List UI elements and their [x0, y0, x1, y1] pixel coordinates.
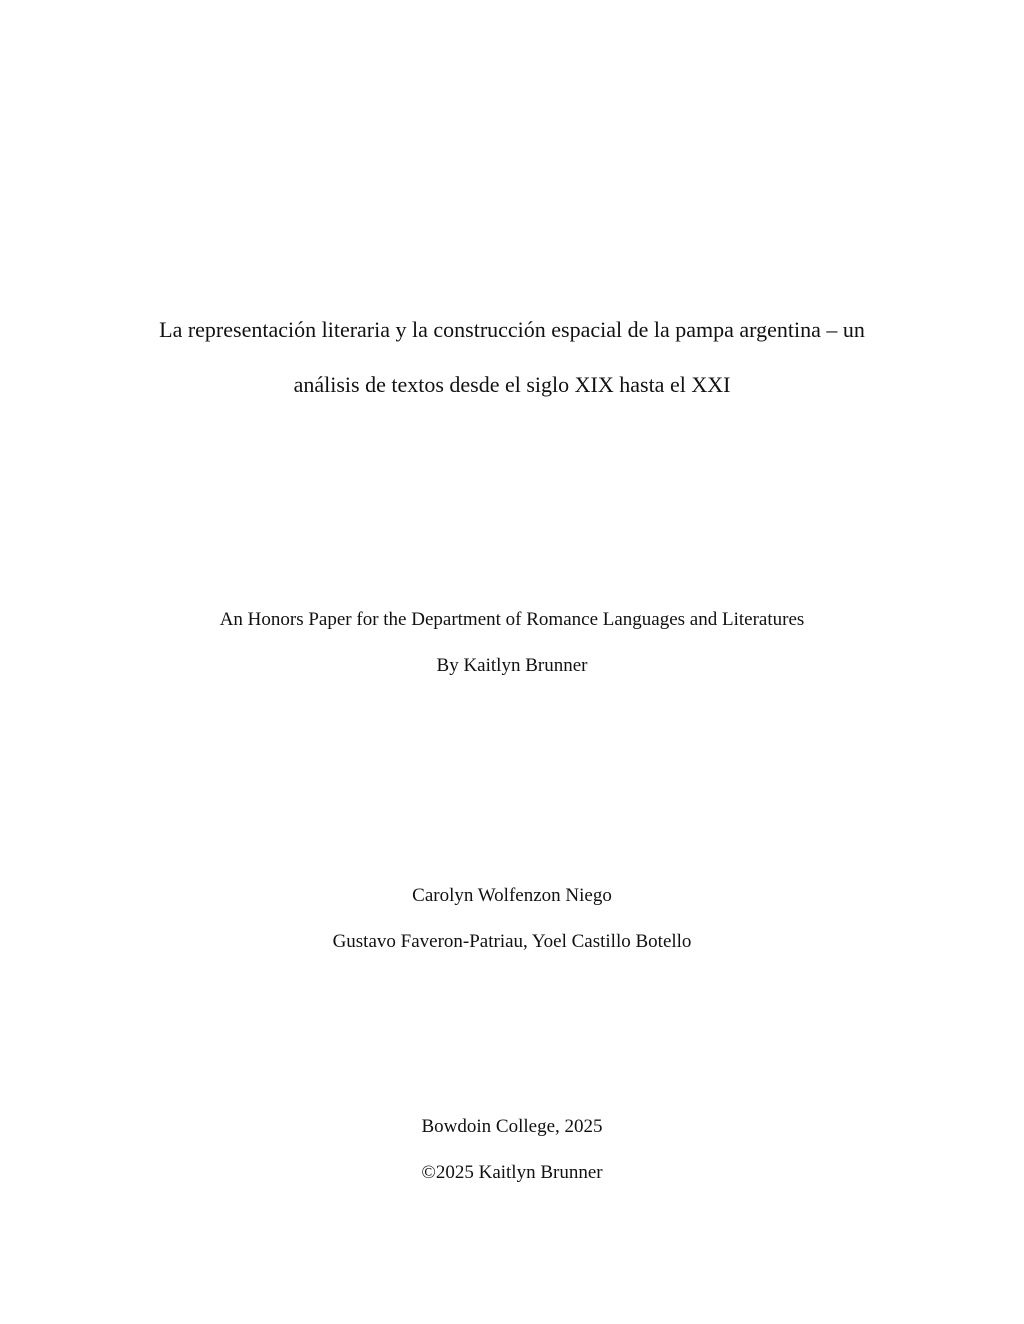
- copyright-notice: ©2025 Kaitlyn Brunner: [421, 1162, 603, 1183]
- author-line: By Kaitlyn Brunner: [436, 655, 588, 676]
- advisor-name: Carolyn Wolfenzon Niego: [412, 885, 612, 906]
- paper-title-line-1: La representación literaria y la construcción espacial de la pampa argentina – un: [159, 317, 865, 342]
- paper-subtitle: An Honors Paper for the Department of Romance Languages and Literatures: [219, 609, 805, 630]
- committee-names: Gustavo Faveron-Patriau, Yoel Castillo Botello: [332, 931, 692, 952]
- institution-year: Bowdoin College, 2025: [421, 1116, 603, 1137]
- paper-title-line-2: análisis de textos desde el siglo XIX hasta el XXI: [293, 372, 731, 397]
